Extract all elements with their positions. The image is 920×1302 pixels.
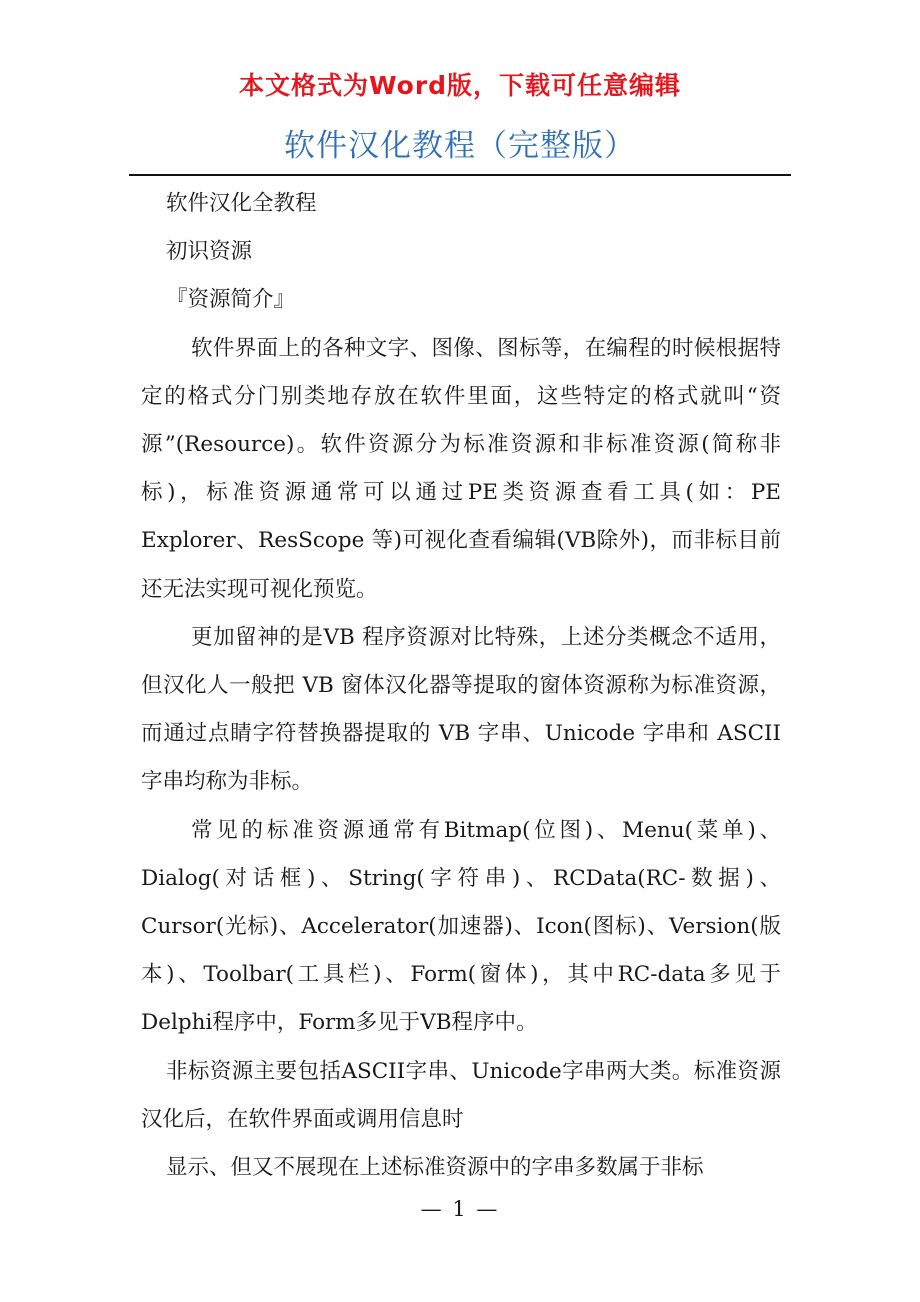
paragraph-standard-resources: 常见的标准资源通常有Bitmap(位图)、Menu(菜单)、Dialog(对话框)、String(字符串)、RCData(RC-数据)、Cursor(光标)、Accelerator(加速器)、Icon(图标)、Version(版本)、Toolbar(工具栏)、Form(窗体)，其中RC-data多见于Delphi程序中，Form多见于VB程序中。 [141,817,781,1036]
paragraph-resources-definition: 软件界面上的各种文字、图像、图标等，在编程的时候根据特定的格式分门别类地存放在软件里面，这些特定的格式就叫“资源”(Resource)。软件资源分为标准资源和非标准资源(简称非标)，标准资源通常可以通过PE类资源查看工具(如：PE Explorer、ResScope 等)可视化查看编辑(VB除外)，而非标目前还无法实现可视化预览。 [141,335,781,602]
heading-full-tutorial: 软件汉化全教程 [166,191,317,216]
paragraph-nonstandard-resources: 非标资源主要包括ASCII字串、Unicode字串两大类。标准资源汉化后，在软件界面或调用信息时 [141,1058,781,1132]
heading-resource-overview: 『资源简介』 [166,287,296,313]
download-banner: 本文格式为Word版，下载可任意编辑 [238,71,682,100]
page-number: — 1 — [420,1197,500,1221]
document-title: 软件汉化教程（完整版） [284,128,636,164]
paragraph-continued: 显示、但又不展现在上述标准资源中的字串多数属于非标 [166,1155,704,1181]
document-body [141,180,781,1192]
title-divider [129,174,791,176]
paragraph-vb-resources: 更加留神的是VB 程序资源对比特殊，上述分类概念不适用，但汉化人一般把 VB 窗体汉化器等提取的窗体资源称为标准资源，而通过点睛字符替换器提取的 VB 字串、Unicode 字串和 ASCII 字串均称为非标。 [141,624,781,795]
heading-intro-resources: 初识资源 [166,239,253,265]
